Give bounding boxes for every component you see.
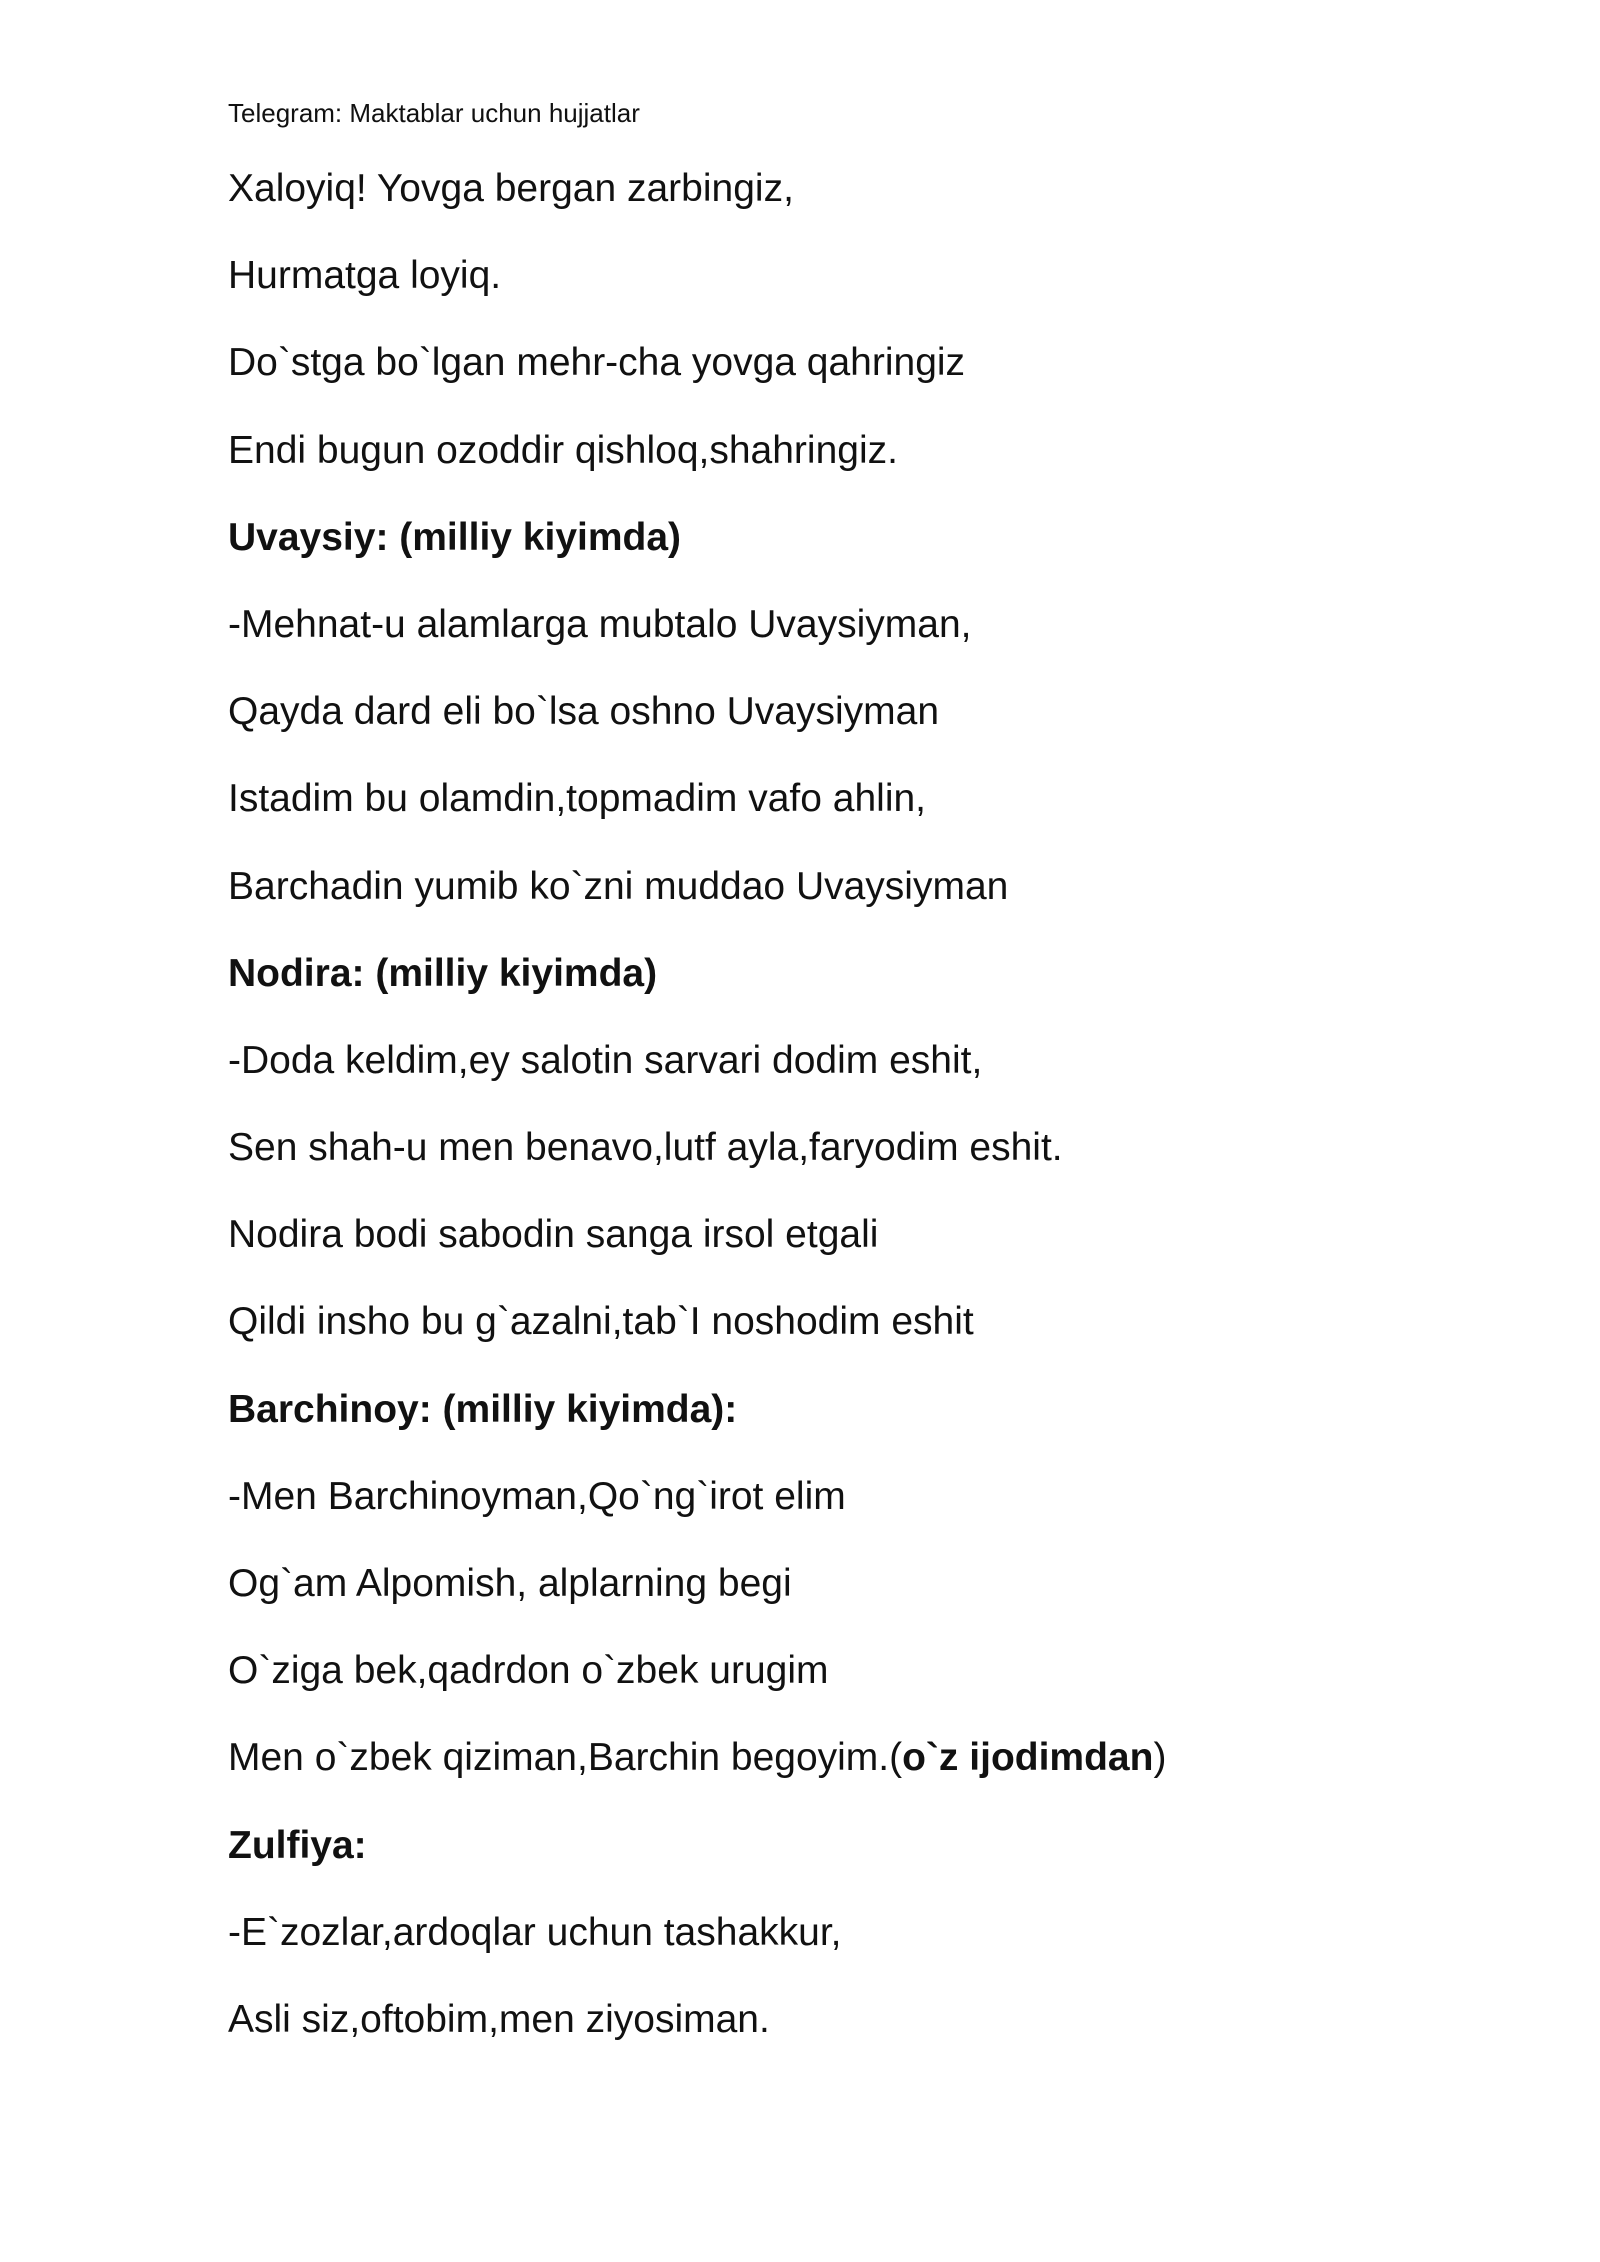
line-text: -Doda keldim,ey salotin sarvari dodim eshit,	[228, 1038, 983, 1082]
line-text: Do`stga bo`lgan mehr-cha yovga qahringiz	[228, 341, 966, 385]
line-text: -Men Barchinoyman,Qo`ng`irot elim	[228, 1474, 846, 1518]
line-text: Nodira: (milliy kiyimda)	[228, 951, 658, 995]
line-text: Xaloyiq! Yovga bergan zarbingiz,	[228, 167, 794, 210]
text-line	[228, 1119, 1166, 1206]
page-header: Telegram: Maktablar uchun hujjatlar	[228, 98, 640, 128]
line-text: Qayda dard eli bo`lsa oshno Uvaysiyman	[228, 690, 940, 734]
text-line	[228, 1642, 1166, 1729]
line-text: Zulfiya:	[228, 1823, 367, 1867]
text-line	[228, 596, 1166, 683]
line-text: Sen shah-u men benavo,lutf ayla,faryodim eshit.	[228, 1126, 1063, 1170]
text-line	[228, 160, 1166, 247]
speaker-heading	[228, 945, 1166, 1032]
line-text: Barchinoy: (milliy kiyimda):	[228, 1387, 738, 1431]
text-line	[228, 1729, 1166, 1816]
text-line	[228, 1032, 1166, 1119]
line-text: O`ziga bek,qadrdon o`zbek urugim	[228, 1649, 829, 1693]
speaker-heading	[228, 1817, 1166, 1904]
text-line	[228, 1293, 1166, 1380]
text-line	[228, 1555, 1166, 1642]
speaker-heading	[228, 509, 1166, 596]
text-line	[228, 1904, 1166, 1991]
line-text: Hurmatga loyiq.	[228, 254, 502, 298]
line-text: Istadim bu olamdin,topmadim vafo ahlin,	[228, 777, 927, 821]
line-tail: )	[1153, 1736, 1167, 1780]
line-text: Endi bugun ozoddir qishloq,shahringiz.	[228, 428, 898, 472]
text-line	[228, 422, 1166, 509]
text-line	[228, 247, 1166, 334]
line-text: Men o`zbek qiziman,Barchin begoyim.(	[228, 1736, 903, 1780]
text-line	[228, 1991, 1166, 2078]
line-text: Uvaysiy: (milliy kiyimda)	[228, 515, 682, 559]
line-text: Qildi insho bu g`azalni,tab`I noshodim eshit	[228, 1300, 974, 1344]
text-line	[228, 334, 1166, 421]
text-line	[228, 770, 1166, 857]
line-text: Nodira bodi sabodin sanga irsol etgali	[228, 1213, 879, 1257]
speaker-heading	[228, 1381, 1166, 1468]
text-line	[228, 1468, 1166, 1555]
text-line	[228, 858, 1166, 945]
document-body	[228, 160, 1166, 2078]
line-text: Barchadin yumib ko`zni muddao Uvaysiyman	[228, 864, 1009, 908]
line-text: Og`am Alpomish, alplarning begi	[228, 1562, 792, 1605]
line-text: Asli siz,oftobim,men ziyosiman.	[228, 1997, 770, 2041]
line-bold-part: o`z ijodimdan	[902, 1736, 1154, 1780]
line-text: -Mehnat-u alamlarga mubtalo Uvaysiyman,	[228, 602, 972, 646]
text-line	[228, 683, 1166, 770]
line-text: -E`zozlar,ardoqlar uchun tashakkur,	[228, 1910, 842, 1954]
text-line	[228, 1206, 1166, 1293]
